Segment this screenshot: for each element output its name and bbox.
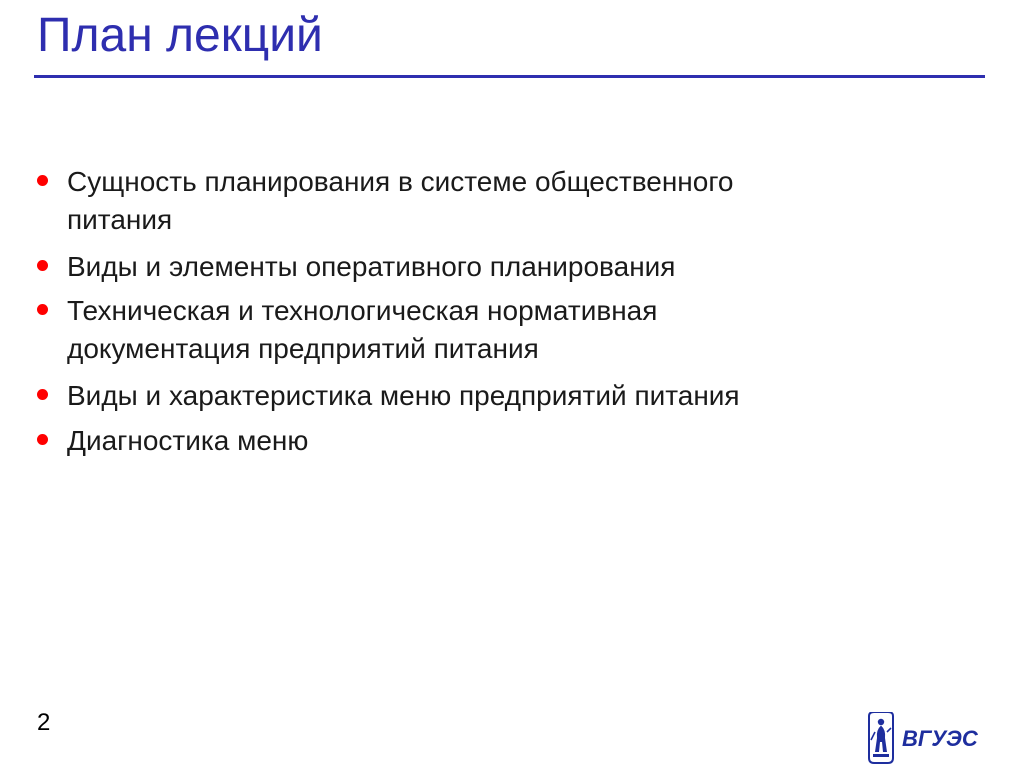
bullet-line: Диагностика меню bbox=[67, 425, 309, 456]
slide-title: План лекций bbox=[37, 9, 323, 62]
bullet-text bbox=[67, 422, 927, 460]
bullet-text bbox=[67, 248, 927, 286]
bullet-line: документация предприятий питания bbox=[67, 333, 539, 364]
bullet-icon bbox=[37, 304, 48, 315]
bullet-line: Техническая и технологическая нормативная bbox=[67, 295, 658, 326]
bullet-line: Сущность планирования в системе общественного bbox=[67, 166, 734, 197]
bullet-icon bbox=[37, 260, 48, 271]
bullet-text bbox=[67, 377, 927, 415]
bullet-icon bbox=[37, 434, 48, 445]
bullet-line: Виды и характеристика меню предприятий питания bbox=[67, 380, 740, 411]
bullet-text bbox=[67, 163, 927, 239]
page-number: 2 bbox=[37, 709, 51, 736]
bullet-text bbox=[67, 292, 927, 368]
bullet-icon bbox=[37, 389, 48, 400]
bullet-line: Виды и элементы оперативного планирования bbox=[67, 251, 676, 282]
bullet-icon bbox=[37, 175, 48, 186]
emblem-icon bbox=[869, 712, 893, 763]
logo-wordmark: ВГУЭС bbox=[902, 726, 978, 751]
university-logo bbox=[866, 712, 986, 764]
bullet-line: питания bbox=[67, 204, 173, 235]
